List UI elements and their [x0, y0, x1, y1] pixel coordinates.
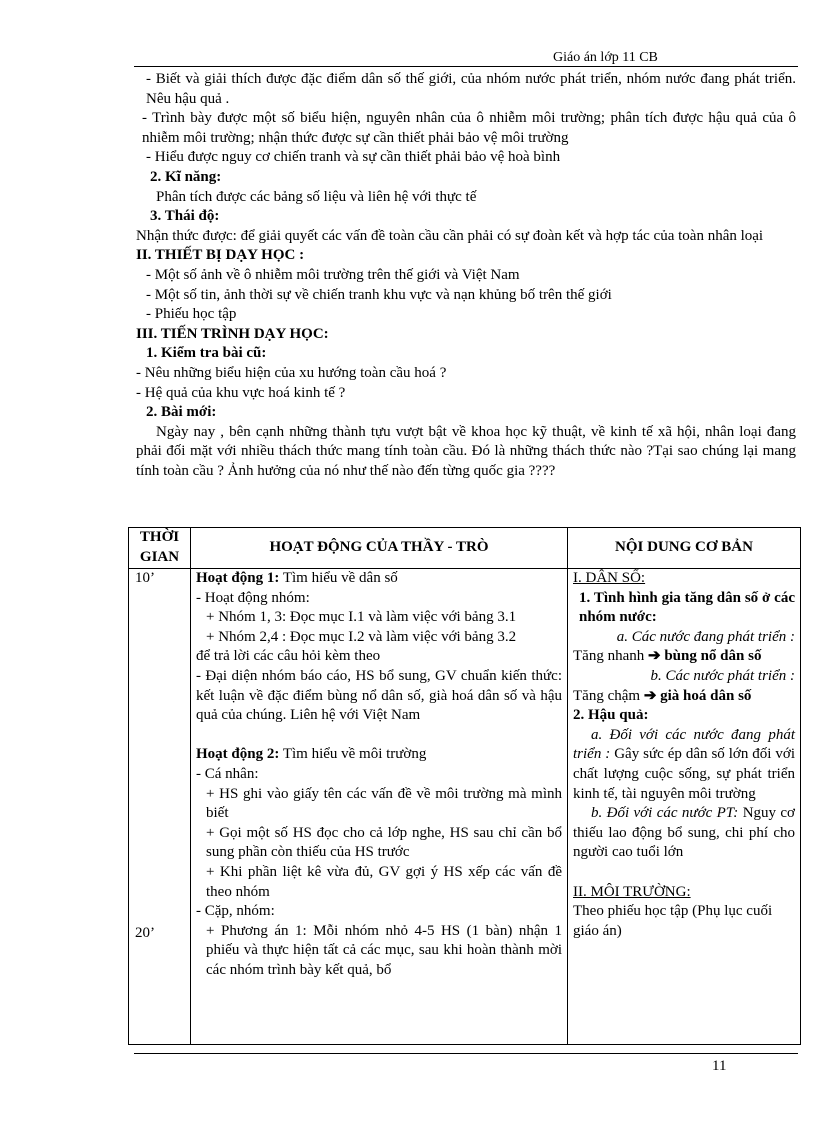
time-value: 20’ — [135, 924, 155, 941]
activity-line: - Cá nhân: — [196, 765, 259, 782]
review-item: - Nêu những biểu hiện của xu hướng toàn cầu hoá ? — [136, 364, 447, 381]
section-1-sub2: 2. Hậu quả: — [573, 707, 649, 724]
section-1-sub1: 1. Tình hình gia tăng dân số ở các nhóm nước: — [579, 589, 795, 626]
table-row — [129, 569, 801, 1045]
section-1-title: I. DÂN SỐ: — [573, 570, 646, 586]
review-heading: 1. Kiểm tra bài cũ: — [146, 345, 267, 362]
activity-line: + Phương án 1: Mỗi nhóm nhỏ 4-5 HS (1 bàn) nhận 1 phiếu và thực hiện tất cả các mục, sau khi hoàn thành mời các nhóm trình bày kết quả, bổ — [206, 922, 562, 978]
section-1-d-text: Nguy cơ thiếu lao động bổ sung, chi phí cho người cao tuổi lớn — [573, 805, 795, 861]
spacer — [196, 726, 562, 746]
knowledge-item: - Trình bày được một số biểu hiện, nguyên nhân của ô nhiễm môi trường; phân tích được hậu quả của ô nhiễm môi trường; nhận thức được sự cần thiết phải bảo vệ môi trường — [142, 110, 796, 146]
section-2-text: Theo phiếu học tập (Phụ lục cuối giáo án) — [573, 903, 773, 939]
equipment-item: - Phiếu học tập — [146, 306, 237, 323]
spacer — [573, 863, 795, 883]
activity-line: để trả lời các câu hỏi kèm theo — [196, 648, 381, 665]
section-1-c-text: Gây sức ép dân số lớn đối với chất lượng cuộc sống, sự phát triển kinh tế, tài nguyên môi trường — [573, 746, 795, 802]
section-1-d-label: b. Đối với các nước PT: — [591, 805, 739, 822]
activity-2-desc: Tìm hiểu về môi trường — [279, 746, 427, 763]
header-title: Giáo án lớp 11 CB — [553, 50, 658, 65]
time-cell — [129, 569, 191, 1045]
lesson-intro — [136, 70, 796, 481]
review-item: - Hệ quả của khu vực hoá kinh tế ? — [136, 384, 346, 401]
arrow-icon: ➔ — [647, 648, 661, 665]
skills-heading: 2. Kĩ năng: — [150, 168, 222, 185]
new-lesson-text: Ngày nay , bên cạnh những thành tựu vượt bật về khoa học kỹ thuật, về kinh tế xã hội, nhân loại đang phải đối mặt với nhiều thách thức mang tính toàn cầu. Đó là những thách thức nào ?Tại sao chúng lại mang tính toàn cầu ? Ảnh hưởng của nó như thế nào đến từng quốc gia ???? — [136, 423, 796, 479]
equipment-item: - Một số tin, ảnh thời sự về chiến tranh khu vực và nạn khủng bố trên thế giới — [146, 286, 612, 303]
section-2-title: II. MÔI TRƯỜNG: — [573, 883, 691, 900]
page-number: 11 — [712, 1058, 727, 1074]
section-1-b: b. Các nước phát triển : — [650, 667, 795, 684]
content-cell — [568, 569, 801, 1045]
attitude-text: Nhận thức được: để giải quyết các vấn đề toàn cầu cần phải có sự đoàn kết và hợp tác của toàn nhân loại — [136, 227, 764, 244]
footer-divider — [134, 1053, 798, 1054]
section-1-b-result: già hoá dân số — [656, 687, 752, 704]
header-time: THỜI GIAN — [129, 528, 191, 569]
equipment-item: - Một số ảnh về ô nhiễm môi trường trên thế giới và Việt Nam — [146, 266, 520, 283]
time-value: 10’ — [135, 570, 155, 586]
lesson-plan-table — [128, 527, 801, 1045]
activity-1-title: Hoạt động 1: — [196, 570, 280, 586]
activity-cell — [191, 569, 568, 1045]
new-lesson-heading: 2. Bài mới: — [146, 404, 217, 421]
activity-line: + Khi phần liệt kê vừa đủ, GV gợi ý HS xếp các vấn đề theo nhóm — [206, 863, 562, 900]
activity-2-title: Hoạt động 2: — [196, 746, 280, 763]
skills-text: Phân tích được các bảng số liệu và liên hệ với thực tế — [156, 188, 477, 205]
attitude-heading: 3. Thái độ: — [150, 208, 220, 225]
activity-line: + Nhóm 1, 3: Đọc mục I.1 và làm việc với bảng 3.1 — [206, 609, 517, 626]
section-1-c-label: a. Đối với các nước đang phát triển : — [573, 726, 795, 763]
equipment-heading: II. THIẾT BỊ DẠY HỌC : — [136, 247, 305, 264]
process-heading: III. TIẾN TRÌNH DẠY HỌC: — [136, 325, 329, 342]
section-1-a-result: bùng nổ dân số — [660, 648, 762, 665]
section-1-a-text: Tăng nhanh — [573, 648, 648, 665]
activity-line: + HS ghi vào giấy tên các vấn đề về môi trường mà mình biết — [206, 785, 562, 822]
activity-1-desc: Tìm hiểu về dân số — [279, 570, 398, 586]
knowledge-item: - Biết và giải thích được đặc điểm dân số thế giới, của nhóm nước phát triển, nhóm nước đang phát triển. Nêu hậu quả . — [146, 71, 796, 107]
arrow-icon: ➔ — [643, 687, 657, 704]
knowledge-item: - Hiểu được nguy cơ chiến tranh và sự cần thiết phải bảo vệ hoà bình — [146, 149, 561, 166]
activity-line: + Nhóm 2,4 : Đọc mục I.2 và làm việc với bảng 3.2 — [206, 628, 517, 645]
activity-line: - Cặp, nhóm: — [196, 903, 275, 920]
header-activity: HOẠT ĐỘNG CỦA THẦY - TRÒ — [191, 528, 568, 569]
activity-line: - Hoạt động nhóm: — [196, 589, 310, 606]
header-content: NỘI DUNG CƠ BẢN — [568, 528, 801, 569]
activity-line: + Gọi một số HS đọc cho cả lớp nghe, HS sau chỉ cần bổ sung phần còn thiếu của HS trước — [206, 824, 562, 861]
activity-line: - Đại diện nhóm báo cáo, HS bổ sung, GV chuẩn kiến thức: kết luận về đặc điểm bùng nổ dân số, già hoá dân số và hậu quả của chúng. Liên hệ với Việt Nam — [196, 667, 562, 724]
section-1-a: a. Các nước đang phát triển : — [616, 628, 795, 645]
header-divider — [134, 66, 798, 67]
section-1-b-text: Tăng chậm — [573, 687, 644, 704]
table-header-row — [129, 528, 801, 569]
